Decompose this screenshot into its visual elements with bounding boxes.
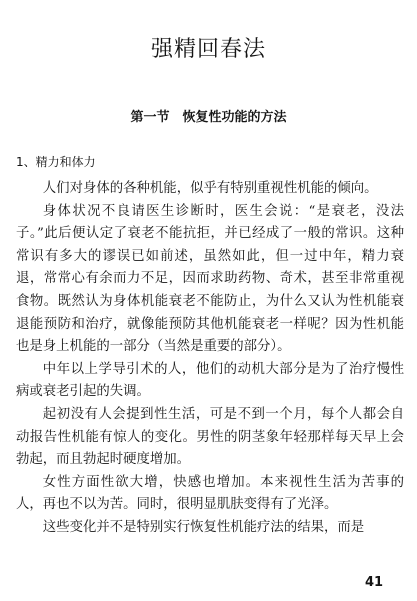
page-number: 41 (365, 575, 384, 590)
paragraph: 中年以上学导引术的人，他们的动机大部分是为了治疗慢性病或衰老引起的失调。 (16, 361, 404, 400)
paragraph: 这些变化并不是特别实行恢复性机能疗法的结果，而是 (42, 519, 365, 535)
paragraph: 起初没有人会提到性生活，可是不到一个月，每个人都会自动报告性机能有惊人的变化。男性的阴茎象年轻那样每天早上会勃起，而且勃起时硬度增加。 (16, 406, 404, 468)
sub-heading: 1、精力和体力 (16, 155, 96, 169)
paragraph: 女性方面性欲大增，快感也增加。本来视性生活为苦事的人，再也不以为苦。同时，很明显肌肤变得有了光泽。 (16, 474, 404, 513)
paragraph: 人们对身体的各种机能，似乎有特别重视性机能的倾向。 (42, 181, 378, 196)
body-text (16, 178, 404, 540)
section-heading: 第一节 恢复性功能的方法 (130, 110, 287, 125)
paragraph: 身体状况不良请医生诊断时，医生会说：“是衰老，没法子。”此后便认定了衰老不能抗拒，并已经成了一般的常识。这种常识有多大的谬误已如前述，虽然如此，但一过中年，精力衰退，常常心有余而力不足，因而求助药物、奇术，甚至非常重视食物。既然认为身体机能衰老不能防止，为什么又认为性机能衰退能预防和治疗，就像能预防其他机能衰老一样呢？因为性机能也是身上机能的一部分（当然是重要的部分）。 (16, 203, 404, 355)
chapter-title: 强精回春法 (150, 37, 266, 62)
